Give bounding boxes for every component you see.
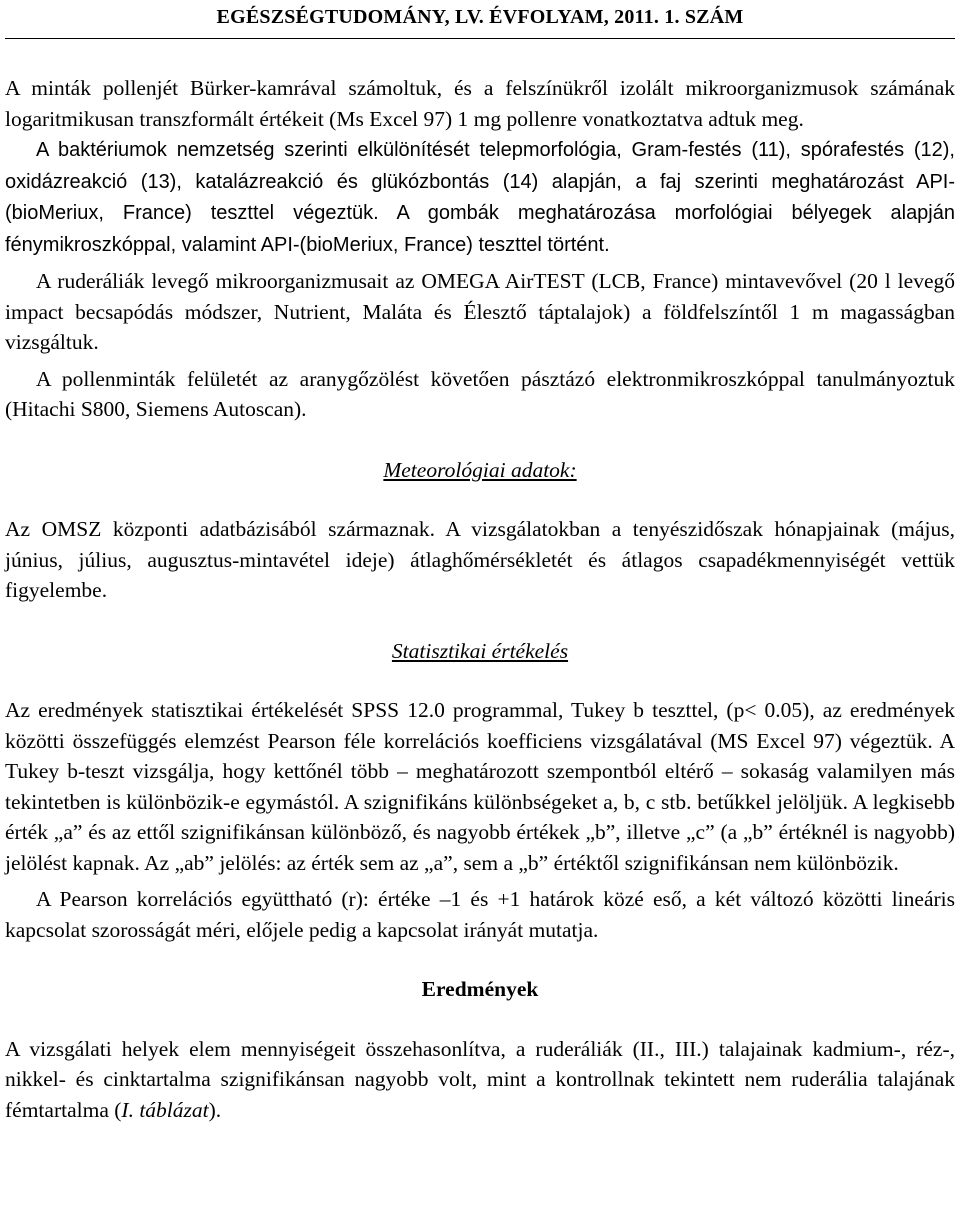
- document-body: [5, 73, 955, 1125]
- table-reference: I. táblázat: [121, 1097, 209, 1122]
- paragraph-pearson: A Pearson korrelációs együttható (r): értéke –1 és +1 határok közé eső, a két változó közötti lineáris kapcsolat szorosságát méri, előjele pedig a kapcsolat irányát mutatja.: [5, 887, 955, 942]
- header-rule: [5, 38, 955, 39]
- paragraph-results: [5, 1034, 955, 1126]
- heading-results: Eredmények: [421, 977, 539, 1001]
- running-header: EGÉSZSÉGTUDOMÁNY, LV. ÉVFOLYAM, 2011. 1. SZÁM: [216, 6, 744, 28]
- heading-meteorological: Meteorológiai adatok:: [383, 457, 577, 482]
- paragraph-statistics: Az eredmények statisztikai értékelését SPSS 12.0 programmal, Tukey b teszttel, (p< 0.05), az eredmények közötti összefüggés elemzést Pearson féle korrelációs koefficiens vizsgálatával (MS Excel 97) végeztük. A Tukey b-teszt vizsgálja, hogy kettőnél több – meghatározott szempontból eltérő – sokaság valamilyen más tekintetben is különbözik-e egymástól. A szignifikáns különbségeket a, b, c stb. betűkkel jelöljük. A legkisebb érték „a” és az ettől szignifikánsan különböző, és nagyobb értékek „b”, illetve „c” (a „b” értéknél is nagyobb) jelölést kapnak. Az „ab” jelölés: az érték sem az „a”, sem a „b” értéktől szignifikánsan nem különbözik.: [5, 698, 955, 875]
- paragraph-airborne: A ruderáliák levegő mikroorganizmusait az OMEGA AirTEST (LCB, France) mintavevővel (20 l levegő impact becsapódás módszer, Nutrient, Maláta és Élesztő táptalajok) a földfelszíntől 1 m magasságban vizsgáltuk.: [5, 269, 955, 354]
- paragraph-results-text: A vizsgálati helyek elem mennyiségeit összehasonlítva, a ruderáliák (II., III.) talajainak kadmium-, réz-, nikkel- és cinktartalma szignifikánsan nagyobb volt, mint a kontrollnak tekintett nem ruderália talajának fémtartalma (: [5, 1036, 955, 1122]
- paragraph-sem: A pollenminták felületét az aranygőzölést követően pásztázó elektronmikroszkóppal tanulmányoztuk (Hitachi S800, Siemens Autoscan).: [5, 366, 955, 421]
- paragraph-bacteria-text: A baktériumok nemzetség szerinti elkülönítését telepmorfológia, Gram-festés (11), spórafestés (12), oxidázreakció (13), katalázreakció és glükózbontás (14) alapján, a faj szerinti meghatározást API-(bioMeriux, France) teszttel végeztük. A gombák meghatározása morfológiai bélyegek alapján fénymikroszkóppal, valamint API-(bioMeriux, France) teszttel történt.: [5, 139, 955, 256]
- heading-statistics: Statisztikai értékelés: [391, 638, 569, 663]
- paragraph-pollen-count: A minták pollenjét Bürker-kamrával számoltuk, és a felszínükről izolált mikroorganizmusok számának logaritmikusan transzformált értékeit (Ms Excel 97) 1 mg pollenre vonatkoztatva adtuk meg.: [5, 76, 955, 131]
- paragraph-results-end: ).: [208, 1097, 222, 1122]
- paragraph-meteorological: Az OMSZ központi adatbázisából származnak. A vizsgálatokban a tenyészidőszak hónapjainak (május, június, július, augusztus-mintavétel ideje) átlaghőmérsékletét és átlagos csapadékmennyiségét vettük figyelembe.: [5, 517, 955, 602]
- paragraph-bacteria: [5, 134, 955, 260]
